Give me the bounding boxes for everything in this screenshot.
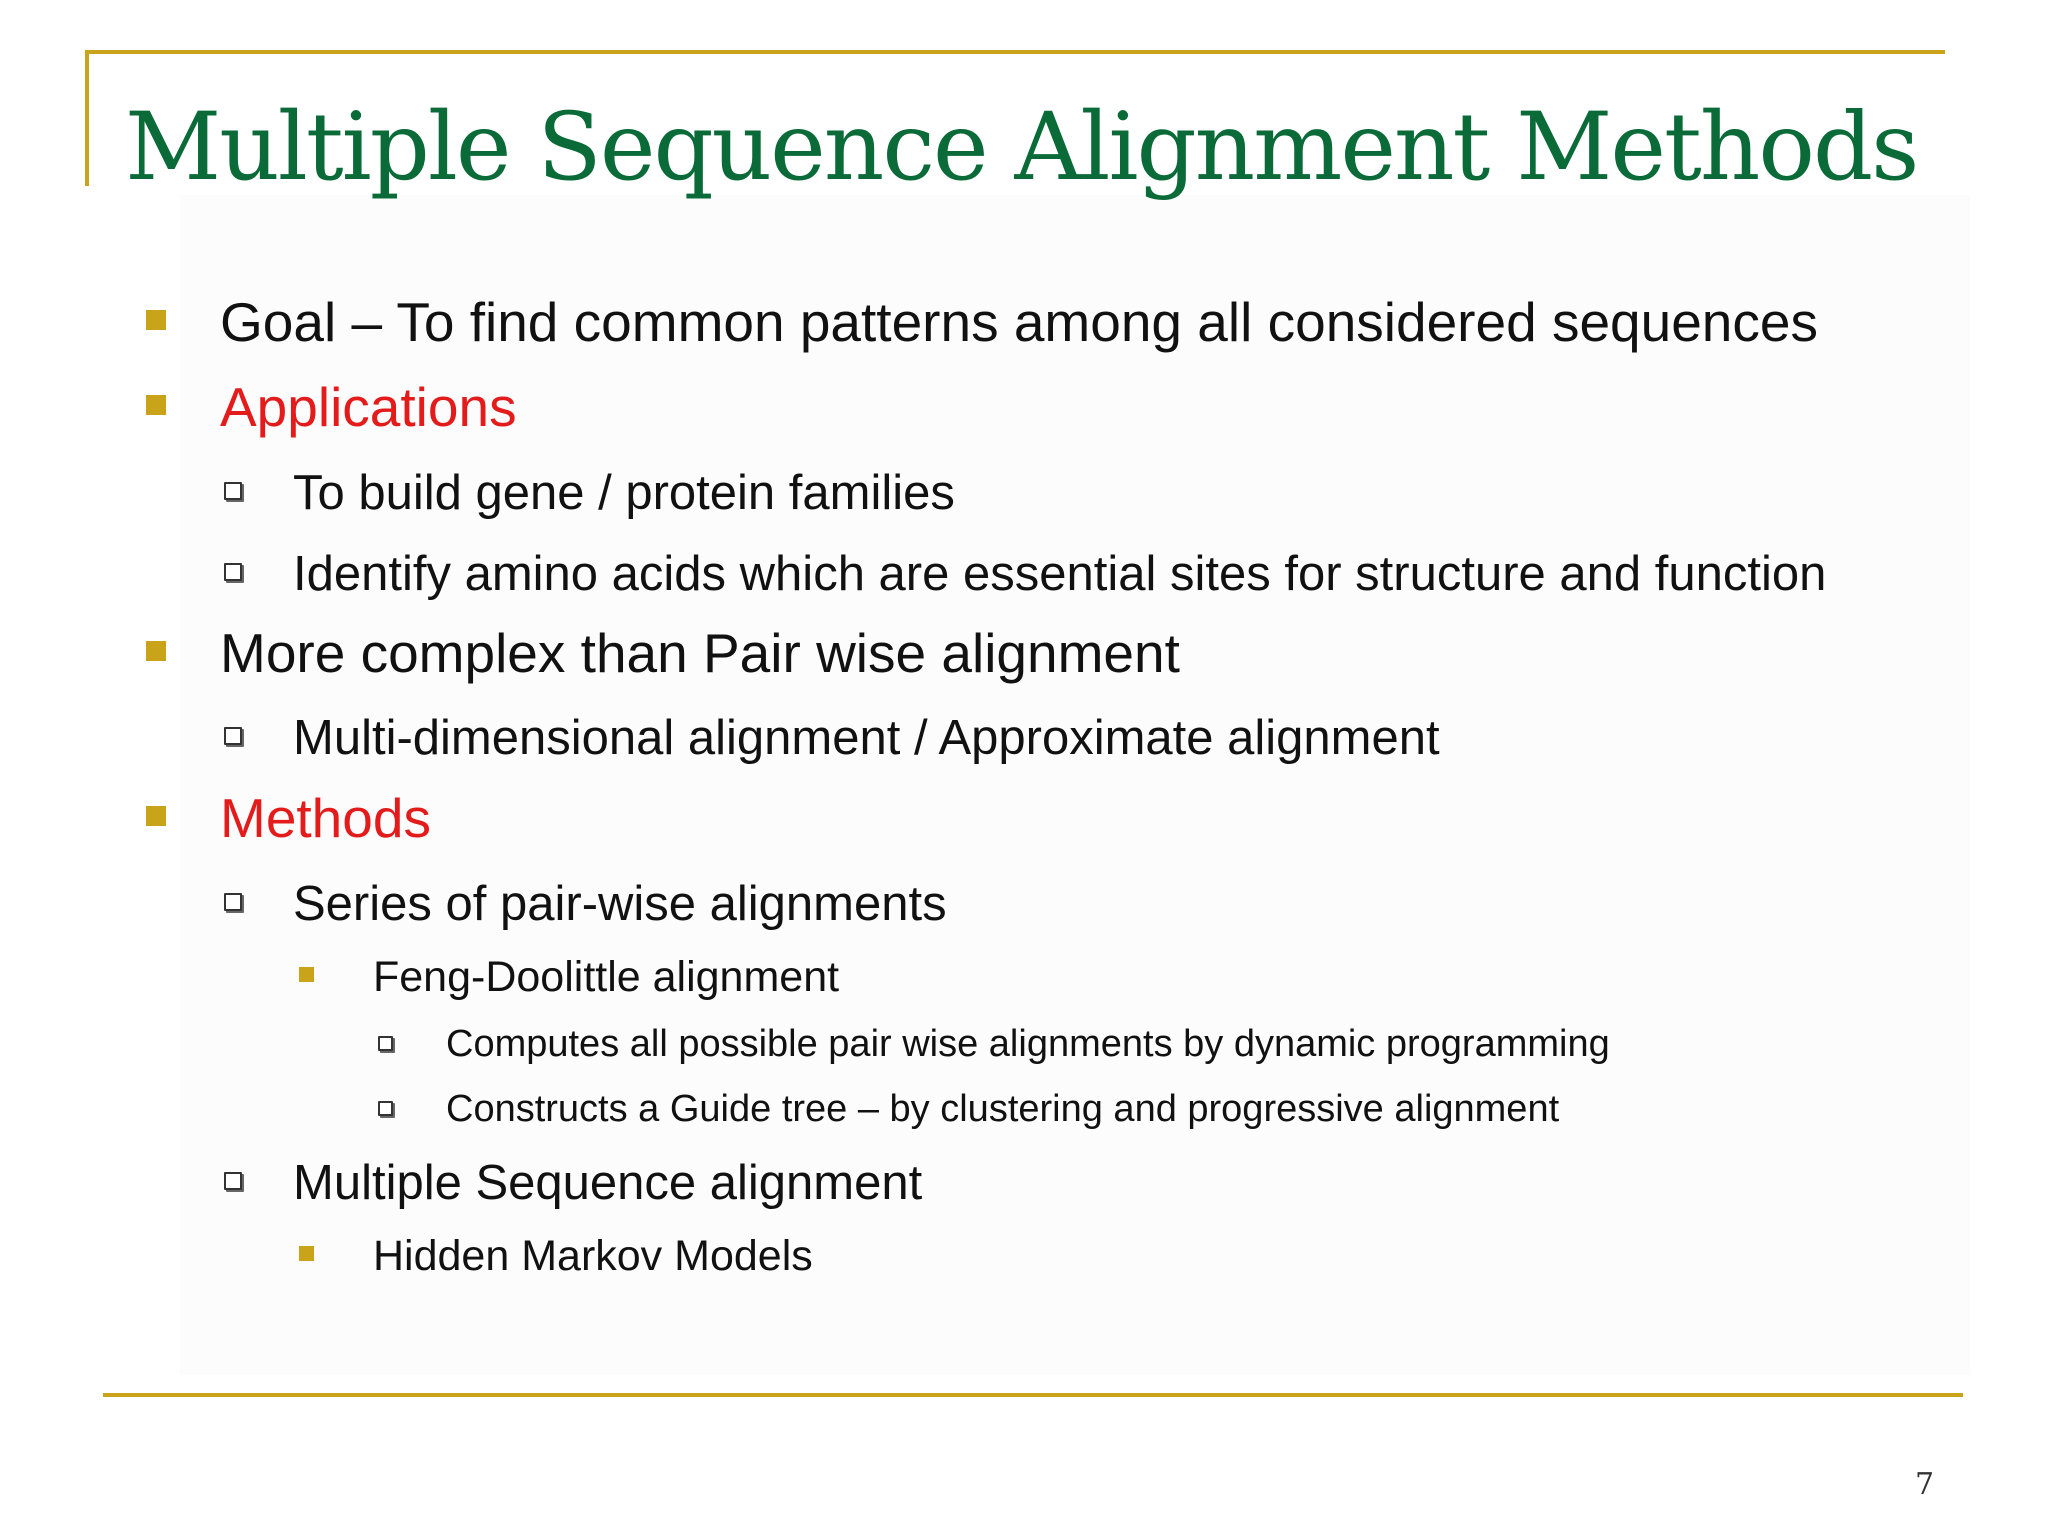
checkbox-bullet-icon [224,563,242,581]
footer-rule [103,1393,1963,1397]
slide-title: Multiple Sequence Alignment Methods [125,93,1918,202]
checkbox-bullet-icon [378,1036,393,1051]
square-bullet-icon [146,395,166,415]
square-bullet-icon [146,310,166,330]
checkbox-bullet-icon [224,1172,242,1190]
sub-bullet-series-pairwise: Series of pair-wise alignments [293,877,947,931]
square-bullet-icon [146,806,166,826]
bullet-goal: Goal – To find common patterns among all considered sequences [220,291,1818,353]
page-number: 7 [1915,1467,1935,1502]
checkbox-bullet-icon [224,727,242,745]
bullet-applications: Applications [220,376,517,438]
sub-sub-bullet-hmm: Hidden Markov Models [373,1232,813,1280]
bullet-more-complex: More complex than Pair wise alignment [220,622,1180,684]
bullet-methods: Methods [220,787,431,849]
sub-sub-bullet-feng-doolittle: Feng-Doolittle alignment [373,953,840,1001]
detail-bullet-computes: Computes all possible pair wise alignments by dynamic programming [446,1023,1610,1065]
checkbox-bullet-icon [224,893,242,911]
sub-bullet-multi-dimensional: Multi-dimensional alignment / Approximate alignment [293,711,1440,765]
title-frame-top-rule [85,50,1945,54]
sub-bullet-gene-families: To build gene / protein families [293,466,955,520]
checkbox-bullet-icon [224,482,242,500]
detail-bullet-guide-tree: Constructs a Guide tree – by clustering and progressive alignment [446,1088,1560,1130]
title-frame-left-rule [85,50,89,186]
square-bullet-icon [146,641,166,661]
square-bullet-icon [299,967,314,982]
checkbox-bullet-icon [378,1101,393,1116]
square-bullet-icon [299,1246,314,1261]
sub-bullet-msa: Multiple Sequence alignment [293,1156,923,1210]
sub-bullet-amino-acids: Identify amino acids which are essential sites for structure and function [293,547,1827,601]
